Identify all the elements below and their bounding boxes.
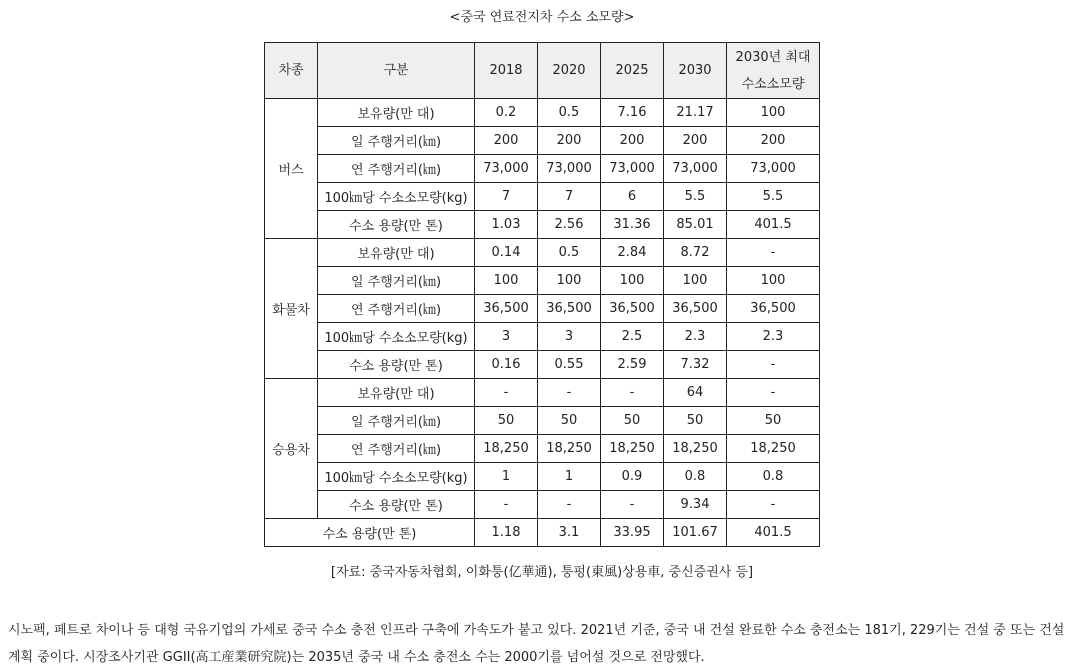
cell: 200	[727, 127, 820, 155]
cell: 200	[664, 127, 727, 155]
cell: 50	[664, 407, 727, 435]
header-2030-max	[727, 43, 820, 99]
header-2030: 2030	[664, 43, 727, 99]
cell: 21.17	[664, 99, 727, 127]
table-row	[265, 183, 820, 211]
cell: 50	[475, 407, 538, 435]
cell: -	[727, 379, 820, 407]
total-cell: 33.95	[601, 519, 664, 547]
cell: 0.14	[475, 239, 538, 267]
row-label: 수소 용량(만 톤)	[318, 211, 475, 239]
header-category: 구분	[318, 43, 475, 99]
cell: 5.5	[664, 183, 727, 211]
header-2018: 2018	[475, 43, 538, 99]
table-row	[265, 99, 820, 127]
cell: 50	[601, 407, 664, 435]
group-label-bus: 버스	[265, 99, 318, 239]
header-2030-max-line2: 수소소모량	[741, 76, 805, 92]
cell: 100	[475, 267, 538, 295]
cell: 18,250	[664, 435, 727, 463]
cell: 0.9	[601, 463, 664, 491]
cell: 0.8	[664, 463, 727, 491]
cell: 7.16	[601, 99, 664, 127]
cell: 100	[601, 267, 664, 295]
table-row	[265, 351, 820, 379]
table-row	[265, 323, 820, 351]
row-label: 100㎞당 수소소모량(kg)	[318, 463, 475, 491]
cell: 73,000	[475, 155, 538, 183]
cell: 200	[538, 127, 601, 155]
cell: 100	[727, 99, 820, 127]
cell: 2.5	[601, 323, 664, 351]
header-2030-max-line1: 2030년 최대	[735, 49, 811, 65]
table-caption: <중국 연료전지차 수소 소모량>	[449, 10, 635, 25]
cell: 64	[664, 379, 727, 407]
row-label: 100㎞당 수소소모량(kg)	[318, 323, 475, 351]
cell: 9.34	[664, 491, 727, 519]
cell: 200	[601, 127, 664, 155]
cell: 5.5	[727, 183, 820, 211]
row-label: 연 주행거리(㎞)	[318, 155, 475, 183]
total-label: 수소 용량(만 톤)	[265, 519, 475, 547]
cell: 36,500	[475, 295, 538, 323]
row-label: 100㎞당 수소소모량(kg)	[318, 183, 475, 211]
row-label: 수소 용량(만 톤)	[318, 491, 475, 519]
row-label: 일 주행거리(㎞)	[318, 267, 475, 295]
header-row	[265, 43, 820, 99]
table-row	[265, 155, 820, 183]
table-row	[265, 491, 820, 519]
cell: 0.55	[538, 351, 601, 379]
cell: 0.5	[538, 239, 601, 267]
row-label: 연 주행거리(㎞)	[318, 295, 475, 323]
cell: 1.03	[475, 211, 538, 239]
hydrogen-consumption-table	[264, 42, 820, 547]
cell: 2.84	[601, 239, 664, 267]
cell: -	[601, 379, 664, 407]
table-row	[265, 407, 820, 435]
cell: 1	[475, 463, 538, 491]
group-label-passenger-car: 승용차	[265, 379, 318, 519]
header-2025: 2025	[601, 43, 664, 99]
cell: -	[727, 351, 820, 379]
cell: 73,000	[538, 155, 601, 183]
cell: -	[538, 379, 601, 407]
total-cell: 3.1	[538, 519, 601, 547]
row-label: 수소 용량(만 톤)	[318, 351, 475, 379]
cell: -	[601, 491, 664, 519]
cell: 0.8	[727, 463, 820, 491]
row-label: 일 주행거리(㎞)	[318, 127, 475, 155]
cell: 85.01	[664, 211, 727, 239]
cell: 36,500	[664, 295, 727, 323]
header-vehicle-type: 차종	[265, 43, 318, 99]
cell: 73,000	[601, 155, 664, 183]
cell: 6	[601, 183, 664, 211]
cell: 7	[538, 183, 601, 211]
cell: 401.5	[727, 211, 820, 239]
header-2020: 2020	[538, 43, 601, 99]
cell: -	[475, 379, 538, 407]
table-row	[265, 127, 820, 155]
total-cell: 101.67	[664, 519, 727, 547]
table-row	[265, 379, 820, 407]
cell: 1	[538, 463, 601, 491]
row-label: 보유량(만 대)	[318, 379, 475, 407]
cell: 0.5	[538, 99, 601, 127]
cell: 36,500	[601, 295, 664, 323]
cell: 100	[727, 267, 820, 295]
cell: 7.32	[664, 351, 727, 379]
cell: 3	[538, 323, 601, 351]
row-label: 보유량(만 대)	[318, 99, 475, 127]
table-row	[265, 267, 820, 295]
cell: 2.3	[727, 323, 820, 351]
table-row	[265, 435, 820, 463]
cell: 0.2	[475, 99, 538, 127]
cell: 2.56	[538, 211, 601, 239]
table-row	[265, 463, 820, 491]
row-label: 연 주행거리(㎞)	[318, 435, 475, 463]
cell: 100	[664, 267, 727, 295]
cell: 7	[475, 183, 538, 211]
row-label: 보유량(만 대)	[318, 239, 475, 267]
cell: -	[538, 491, 601, 519]
cell: 2.59	[601, 351, 664, 379]
source-note: [자료: 중국자동차협회, 이화퉁(亿華通), 퉁펑(東風)상용車, 중신증권사 등]	[330, 565, 754, 580]
cell: -	[727, 491, 820, 519]
cell: -	[727, 239, 820, 267]
cell: 73,000	[664, 155, 727, 183]
cell: 18,250	[475, 435, 538, 463]
cell: 36,500	[538, 295, 601, 323]
cell: 36,500	[727, 295, 820, 323]
table-row	[265, 211, 820, 239]
cell: 50	[727, 407, 820, 435]
cell: 3	[475, 323, 538, 351]
cell: 200	[475, 127, 538, 155]
cell: 50	[538, 407, 601, 435]
cell: 8.72	[664, 239, 727, 267]
cell: 31.36	[601, 211, 664, 239]
group-label-truck: 화물차	[265, 239, 318, 379]
table-row	[265, 295, 820, 323]
cell: 18,250	[601, 435, 664, 463]
total-row	[265, 519, 820, 547]
row-label: 일 주행거리(㎞)	[318, 407, 475, 435]
total-cell: 401.5	[727, 519, 820, 547]
table-row	[265, 239, 820, 267]
cell: 100	[538, 267, 601, 295]
cell: -	[475, 491, 538, 519]
cell: 0.16	[475, 351, 538, 379]
cell: 73,000	[727, 155, 820, 183]
cell: 18,250	[727, 435, 820, 463]
total-cell: 1.18	[475, 519, 538, 547]
cell: 18,250	[538, 435, 601, 463]
body-paragraph: 시노펙, 페트로 차이나 등 대형 국유기업의 가세로 중국 수소 충전 인프라 구축에 가속도가 붙고 있다. 2021년 기준, 중국 내 건설 완료한 수소 충전소는 181기, 229기는 건설 중 또는 건설 계획 중이다. 시장조사기관 GGII(高工産業研究院)는 2035년 중국 내 수소 충전소 수는 2000기를 넘어설 것으로 전망했다.	[8, 623, 1065, 665]
cell: 2.3	[664, 323, 727, 351]
